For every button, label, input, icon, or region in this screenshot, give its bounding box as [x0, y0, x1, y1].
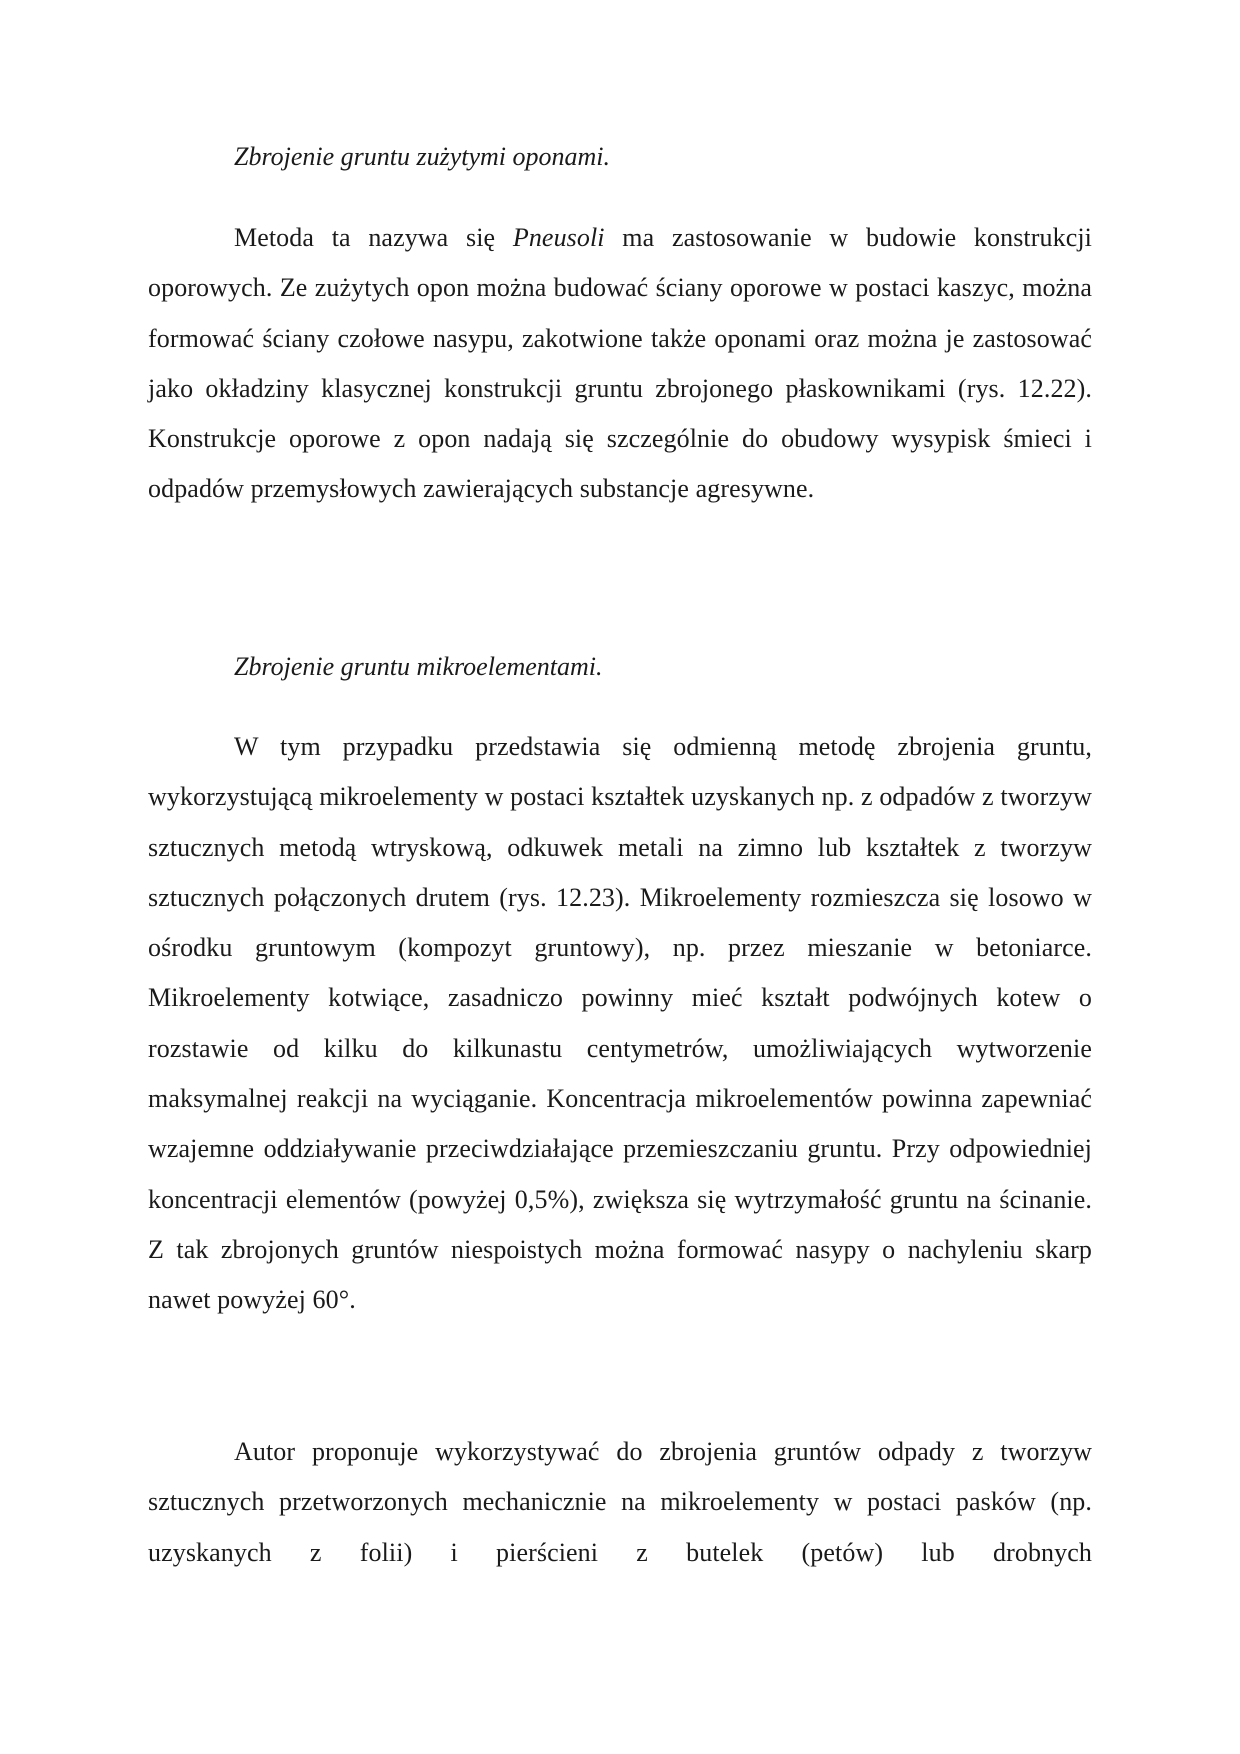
- paragraph-pneusoli-text: [148, 213, 1092, 515]
- paragraph-author-proposal-text: Autor proponuje wykorzystywać do zbrojenia gruntów odpady z tworzyw sztucznych przetworzonych mechanicznie na mikroelementy w postaci pasków (np. uzyskanych z folii) i pierścieni z butelek (petów) lub drobnych: [148, 1437, 1092, 1567]
- paragraph-microelements-text: W tym przypadku przedstawia się odmienną metodę zbrojenia gruntu, wykorzystującą mikroelementy w postaci kształtek uzyskanych np. z odpadów z tworzyw sztucznych metodą wtryskową, odkuwek metali na zimno lub kształtek z tworzyw sztucznych połączonych drutem (rys. 12.23). Mikroelementy rozmieszcza się losowo w ośrodku gruntowym (kompozyt gruntowy), np. przez mieszanie w betoniarce. Mikroelementy kotwiące, zasadniczo powinny mieć kształt podwójnych kotew o rozstawie od kilku do kilkunastu centymetrów, umożliwiających wytworzenie maksymalnej reakcji na wyciąganie. Koncentracja mikroelementów powinna zapewniać wzajemne oddziaływanie przeciwdziałające przemieszczaniu gruntu. Przy odpowiedniej koncentracji elementów (powyżej 0,5%), zwiększa się wytrzymałość gruntu na ścinanie. Z tak zbrojonych gruntów niespoistych można formować nasypy o nachyleniu skarp nawet powyżej 60°.: [148, 732, 1092, 1315]
- paragraph-author-proposal: [148, 1427, 1092, 1578]
- paragraph-pneusoli-rest: ma zastosowanie w budowie konstrukcji oporowych. Ze zużytych opon można budować ściany oporowe w postaci kaszyc, można formować ściany czołowe nasypu, zakotwione także oponami oraz można je zastosować jako okładziny klasycznej konstrukcji gruntu zbrojonego płaskownikami (rys. 12.22). Konstrukcje oporowe z opon nadają się szczególnie do obudowy wysypisk śmieci i odpadów przemysłowych zawierających substancje agresywne.: [148, 223, 1092, 504]
- paragraph-pneusoli: [148, 213, 1092, 515]
- term-pneusoli: Pneusoli: [512, 223, 605, 252]
- section-heading-tires: Zbrojenie gruntu zużytymi oponami.: [234, 142, 611, 171]
- paragraph-pneusoli-prefix: Metoda ta nazywa się: [234, 223, 513, 252]
- section-heading-microelements: Zbrojenie gruntu mikroelementami.: [234, 652, 603, 681]
- paragraph-microelements: [148, 722, 1092, 1326]
